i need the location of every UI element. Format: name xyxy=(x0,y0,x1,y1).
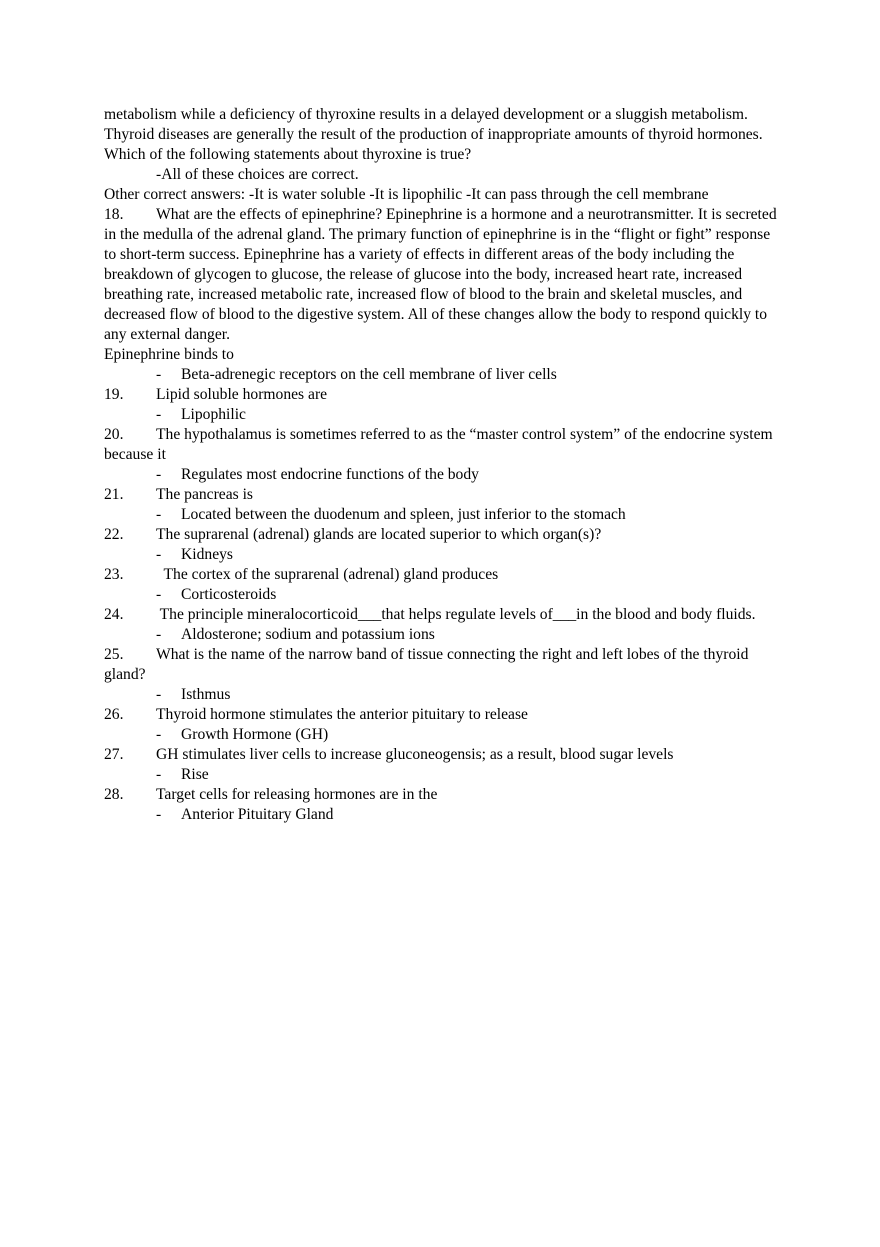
question-26 xyxy=(104,705,784,725)
question-number: 20. xyxy=(104,426,124,443)
answer-21 xyxy=(104,505,784,525)
answer-text: Isthmus xyxy=(181,686,231,703)
answer-28 xyxy=(104,805,784,825)
question-text: Lipid soluble hormones are xyxy=(156,386,328,403)
question-number: 21. xyxy=(104,486,124,503)
answer-26 xyxy=(104,725,784,745)
answer-dash: - xyxy=(156,766,162,783)
question-number: 18. xyxy=(104,206,124,223)
question-18-sub: Epinephrine binds to xyxy=(104,346,234,363)
question-text: The cortex of the suprarenal (adrenal) gland produces xyxy=(156,566,499,583)
answer-dash: - xyxy=(156,806,162,823)
question-28 xyxy=(104,785,784,805)
question-20 xyxy=(104,425,784,465)
answer-text: Located between the duodenum and spleen, just inferior to the stomach xyxy=(181,506,626,523)
question-number: 25. xyxy=(104,646,124,663)
answer-22 xyxy=(104,545,784,565)
question-text: What is the name of the narrow band of tissue connecting the right and left lobes of the thyroid gland? xyxy=(104,646,749,683)
question-text: The hypothalamus is sometimes referred to as the “master control system” of the endocrine system because it xyxy=(104,426,773,463)
answer-text: Anterior Pituitary Gland xyxy=(181,806,334,823)
answer-dash: - xyxy=(156,546,162,563)
question-number: 28. xyxy=(104,786,124,803)
answer-19 xyxy=(104,405,784,425)
question-text: The pancreas is xyxy=(156,486,253,503)
question-number: 24. xyxy=(104,606,124,623)
answer-dash: - xyxy=(156,466,162,483)
question-number: 27. xyxy=(104,746,124,763)
answer-dash: - xyxy=(156,406,162,423)
answer-text: Aldosterone; sodium and potassium ions xyxy=(181,626,435,643)
answer-27 xyxy=(104,765,784,785)
question-text: The suprarenal (adrenal) glands are located superior to which organ(s)? xyxy=(156,526,602,543)
question-number: 19. xyxy=(104,386,124,403)
question-27 xyxy=(104,745,784,765)
question-number: 26. xyxy=(104,706,124,723)
question-21 xyxy=(104,485,784,505)
question-22 xyxy=(104,525,784,545)
thyroxine-question: Which of the following statements about thyroxine is true? xyxy=(104,146,472,163)
answer-dash: - xyxy=(156,506,162,523)
answer-dash: - xyxy=(156,586,162,603)
answer-dash: - xyxy=(156,686,162,703)
answer-text: Rise xyxy=(181,766,209,783)
answer-24 xyxy=(104,625,784,645)
question-text: The principle mineralocorticoid___that helps regulate levels of___in the blood and body fluids. xyxy=(156,606,756,623)
answer-25 xyxy=(104,685,784,705)
answer-text: Lipophilic xyxy=(181,406,246,423)
question-number: 22. xyxy=(104,526,124,543)
question-text: GH stimulates liver cells to increase gluconeogensis; as a result, blood sugar levels xyxy=(156,746,674,763)
answer-dash: - xyxy=(156,726,162,743)
intro-paragraph: metabolism while a deficiency of thyroxine results in a delayed development or a sluggish metabolism. Thyroid diseases are generally the result of the production of inappropriate amounts of thyroid hormones. xyxy=(104,106,763,143)
answer-dash: - xyxy=(156,626,162,643)
question-24 xyxy=(104,605,784,625)
other-correct-answers: Other correct answers: -It is water soluble -It is lipophilic -It can pass through the cell membrane xyxy=(104,186,709,203)
question-number: 23. xyxy=(104,566,124,583)
answer-text: Regulates most endocrine functions of the body xyxy=(181,466,479,483)
answer-23 xyxy=(104,585,784,605)
question-text: Target cells for releasing hormones are in the xyxy=(156,786,438,803)
answer-20 xyxy=(104,465,784,485)
answer-text: Kidneys xyxy=(181,546,233,563)
document-body xyxy=(104,105,784,825)
answer-dash: - xyxy=(156,366,162,383)
answer-text: Beta-adrenegic receptors on the cell membrane of liver cells xyxy=(181,366,557,383)
answer-text: Corticosteroids xyxy=(181,586,277,603)
question-text: What are the effects of epinephrine? Epinephrine is a hormone and a neurotransmitter. It is secreted in the medulla of the adrenal gland. The primary function of epinephrine is in the “flight or fight” response to short-term success. Epinephrine has a variety of effects in different areas of the body including the breakdown of glycogen to glucose, the release of glucose into the body, increased heart rate, increased breathing rate, increased metabolic rate, increased flow of blood to the brain and skeletal muscles, and decreased flow of blood to the digestive system. All of these changes allow the body to respond quickly to any external danger. xyxy=(104,206,777,343)
question-23 xyxy=(104,565,784,585)
answer-18 xyxy=(104,365,784,385)
question-18 xyxy=(104,205,784,345)
thyroxine-answer: -All of these choices are correct. xyxy=(156,166,359,183)
question-25 xyxy=(104,645,784,685)
question-text: Thyroid hormone stimulates the anterior pituitary to release xyxy=(156,706,528,723)
question-19 xyxy=(104,385,784,405)
answer-text: Growth Hormone (GH) xyxy=(181,726,329,743)
